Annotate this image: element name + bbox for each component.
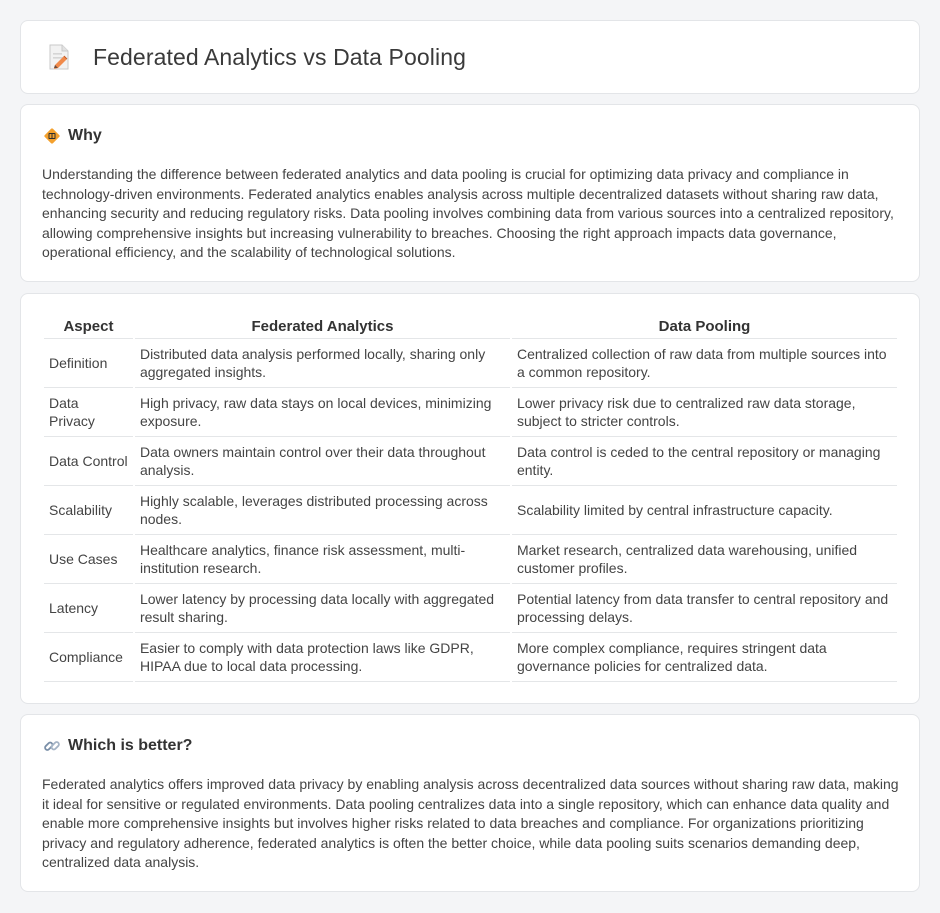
pooling-cell: Market research, centralized data warehousing, unified customer profiles. bbox=[512, 535, 897, 584]
which-is-better-section bbox=[20, 714, 920, 892]
aspect-cell: Definition bbox=[44, 339, 133, 388]
pooling-cell: Potential latency from data transfer to central repository and processing delays. bbox=[512, 584, 897, 633]
better-text: Federated analytics offers improved data privacy by enabling analysis across decentralized data sources without sharing raw data, making it ideal for sensitive or regulated environments. Data pooling centralizes data into a single repository, which can enhance data quality and enable more comprehensive insights but involves higher risks related to data breaches and compliance. For organizations prioritizing privacy and regulatory adherence, federated analytics is often the better choice, while data pooling suits scenarios demanding deep, centralized data analysis. bbox=[42, 776, 899, 870]
pooling-cell: Data control is ceded to the central repository or managing entity. bbox=[512, 437, 897, 486]
aspect-cell: Data Privacy bbox=[44, 388, 133, 437]
page-title: Federated Analytics vs Data Pooling bbox=[93, 43, 466, 70]
federated-cell: Easier to comply with data protection laws like GDPR, HIPAA due to local data processing. bbox=[135, 633, 510, 682]
federated-cell: Lower latency by processing data locally with aggregated result sharing. bbox=[135, 584, 510, 633]
federated-cell: High privacy, raw data stays on local devices, minimizing exposure. bbox=[135, 388, 510, 437]
table-header-row bbox=[44, 315, 897, 339]
table-row bbox=[44, 584, 897, 633]
title-card bbox=[20, 20, 920, 94]
header-aspect: Aspect bbox=[44, 315, 133, 339]
warning-sign-icon bbox=[43, 127, 61, 145]
why-text: Understanding the difference between federated analytics and data pooling is crucial for optimizing data privacy and compliance in technology-driven environments. Federated analytics enables analysis across multiple decentralized datasets without sharing raw data, enhancing security and reducing regulatory risks. Data pooling involves combining data from various sources into a centralized repository, allowing comprehensive insights but increasing vulnerability to breaches. Choosing the right approach impacts data governance, operational efficiency, and the scalability of technological solutions. bbox=[42, 166, 894, 260]
edit-document-icon bbox=[47, 43, 71, 71]
comparison-table bbox=[42, 315, 899, 682]
table-row bbox=[44, 535, 897, 584]
header-data-pooling: Data Pooling bbox=[512, 315, 897, 339]
federated-cell: Data owners maintain control over their data throughout analysis. bbox=[135, 437, 510, 486]
pooling-cell: More complex compliance, requires stringent data governance policies for centralized data. bbox=[512, 633, 897, 682]
aspect-cell: Scalability bbox=[44, 486, 133, 535]
pooling-cell: Scalability limited by central infrastructure capacity. bbox=[512, 486, 897, 535]
link-icon bbox=[43, 737, 61, 755]
federated-cell: Highly scalable, leverages distributed processing across nodes. bbox=[135, 486, 510, 535]
federated-cell: Healthcare analytics, finance risk assessment, multi-institution research. bbox=[135, 535, 510, 584]
table-row bbox=[44, 388, 897, 437]
header-federated-analytics: Federated Analytics bbox=[135, 315, 510, 339]
table-row bbox=[44, 339, 897, 388]
aspect-cell: Use Cases bbox=[44, 535, 133, 584]
why-title: Why bbox=[68, 127, 102, 144]
why-section bbox=[20, 104, 920, 282]
table-row bbox=[44, 437, 897, 486]
pooling-cell: Centralized collection of raw data from multiple sources into a common repository. bbox=[512, 339, 897, 388]
table-row bbox=[44, 633, 897, 682]
comparison-section bbox=[20, 293, 920, 704]
federated-cell: Distributed data analysis performed locally, sharing only aggregated insights. bbox=[135, 339, 510, 388]
aspect-cell: Data Control bbox=[44, 437, 133, 486]
pooling-cell: Lower privacy risk due to centralized raw data storage, subject to stricter controls. bbox=[512, 388, 897, 437]
aspect-cell: Latency bbox=[44, 584, 133, 633]
table-row bbox=[44, 486, 897, 535]
aspect-cell: Compliance bbox=[44, 633, 133, 682]
better-title: Which is better? bbox=[68, 737, 193, 754]
